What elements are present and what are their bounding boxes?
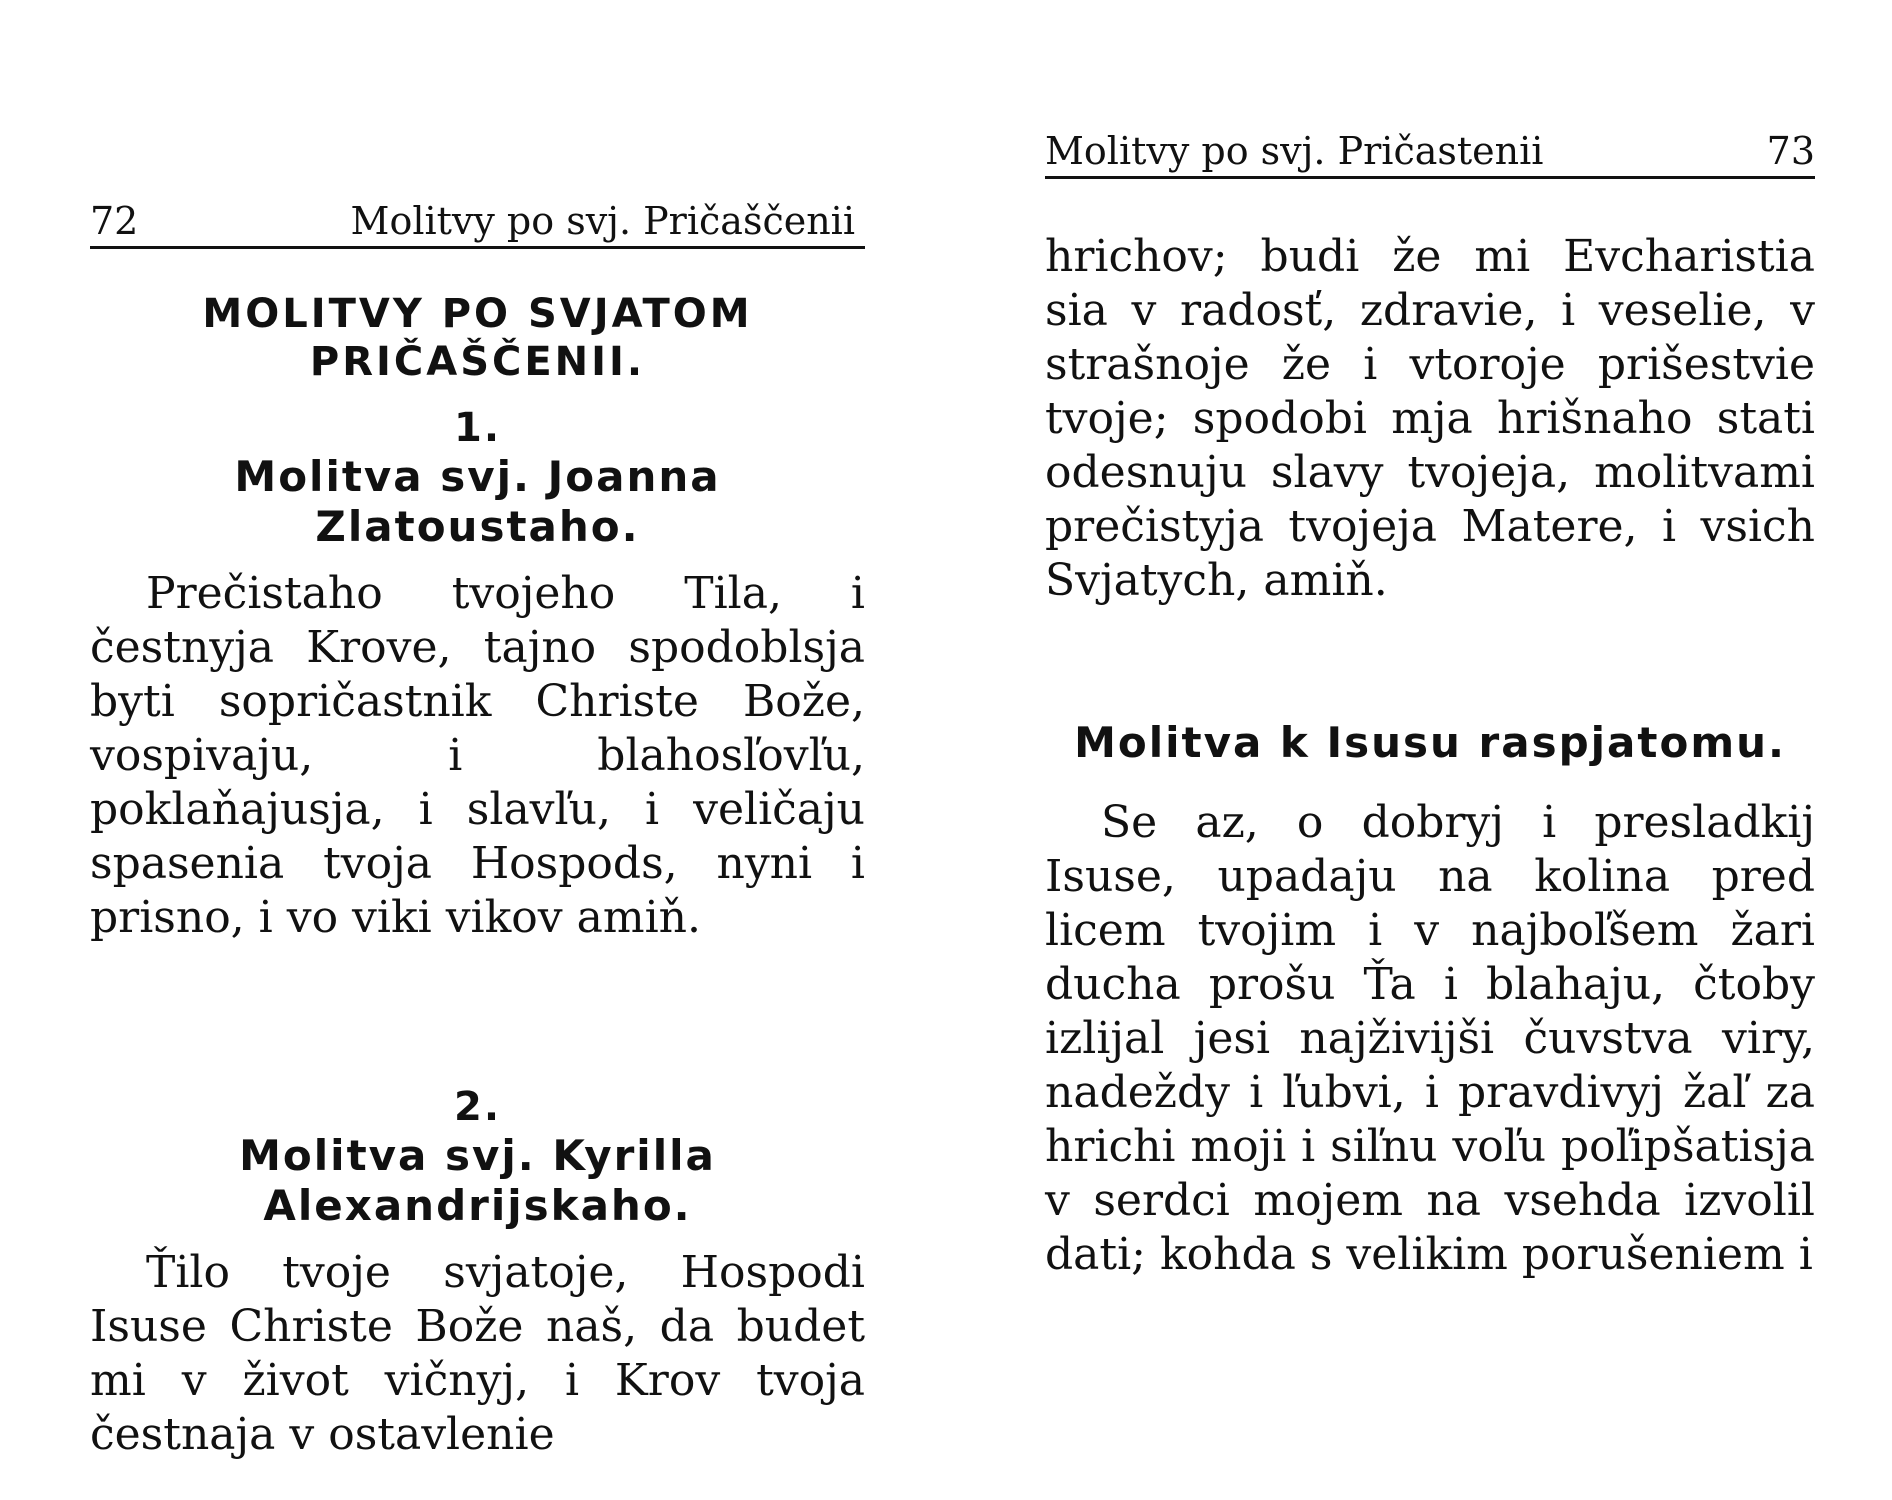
section-title: Molitva k Isusu raspjatomu. [1074,718,1786,767]
right-page-content [1045,230,1815,1282]
running-title: Molitvy po svj. Pričaščenii [350,199,855,243]
page-number: 73 [1766,129,1815,173]
prayer-text: Ťilo tvoje svjatoje, Hospodi Isuse Christe Bože naš, da budet mi v život vičnyj, i Krov tvoja čestnaja v ostavlenie [90,1246,865,1460]
section-number: 2. [453,1083,502,1130]
main-heading: MOLITVY PO SVJATOM PRIČAŠČENII. [202,291,753,385]
prayer-text: Prečistaho tvojeho Tila, i čestnyja Krove, tajno spodoblsja byti sopričastnik Christe Bože, vospivaju, i blahosľovľu, poklaňajusja, i slavľu, i veličaju spasenia tvoja Hospods, nyni i prisno, i vo viki vikov amiň. [90,567,865,943]
prayer-text-continued: hrichov; budi že mi Evcharistia sia v radosť, zdravie, i veselie, v strašnoje že i vtoroje prišestvie tvoje; spodobi mja hrišnaho stati odesnuju slavy tvojeja, molitvami prečistyja tvojeja Matere, i vsich Svjatych, amiň. [1045,231,1815,606]
page-number: 72 [90,199,139,243]
running-title: Molitvy po svj. Pričastenii [1045,129,1544,173]
section-number: 1. [453,405,502,451]
section-title: Molitva svj. Kyrilla Alexandrijskaho. [239,1130,716,1231]
section-title: Molitva svj. Joanna Zlatoustaho. [234,452,721,552]
running-head-left [90,180,865,249]
left-page-content [90,290,865,1462]
right-page [1045,0,1815,1500]
left-page [90,0,865,1500]
running-head-right [1045,110,1815,179]
prayer-text: Se az, o dobryj i presladkij Isuse, upadaju na kolina pred licem tvojim i v najboľšem žari ducha prošu Ťa i blahaju, čtoby izlijal jesi najživijši čuvstva viry, nadeždy i ľubvi, i pravdivyj žaľ za hrichi moji i siľnu voľu poľipšatisja v serdci mojem na vsehda izvolil dati; kohda s velikim porušeniem i [1045,797,1815,1281]
